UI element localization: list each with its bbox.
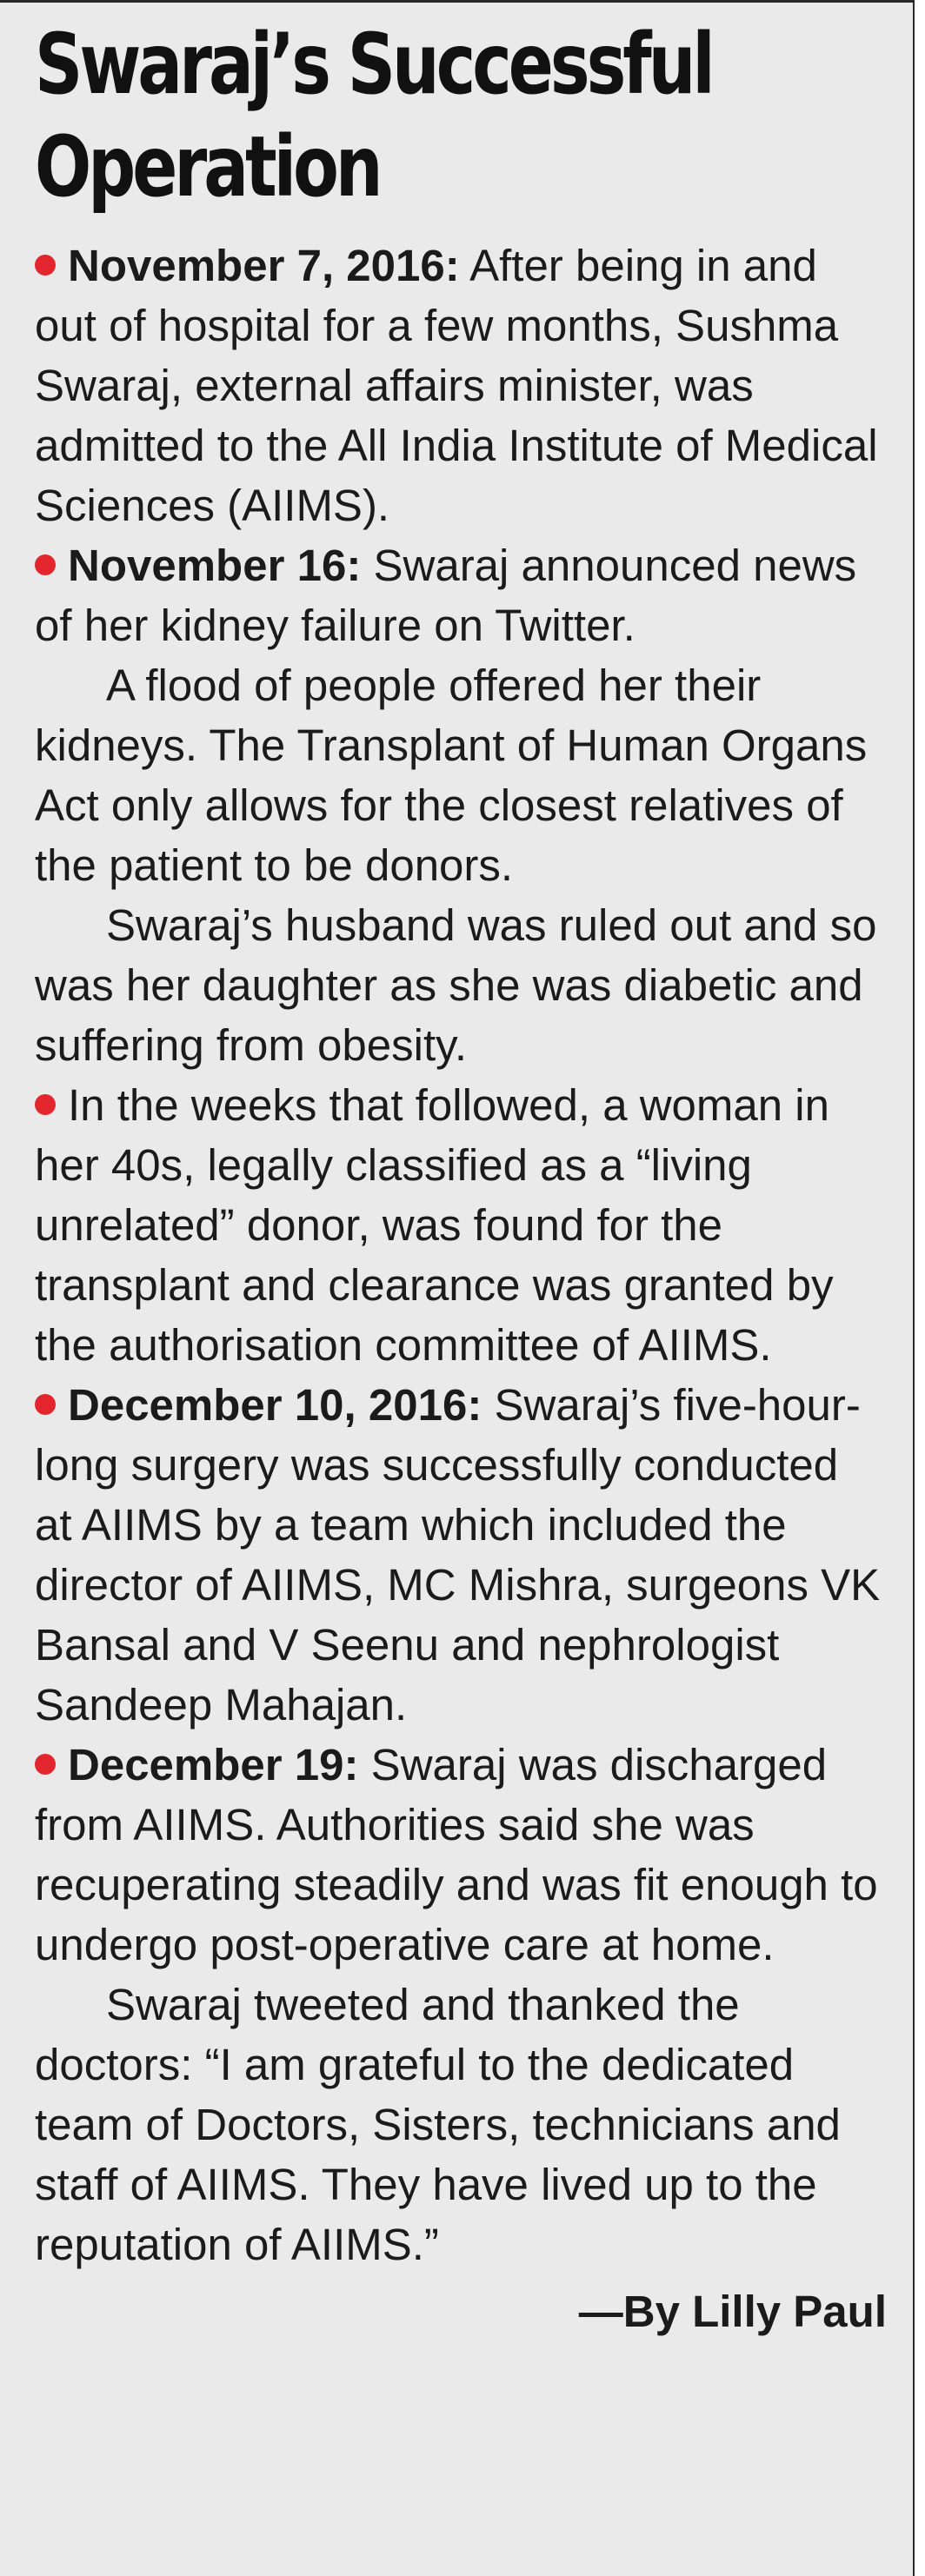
byline: —By Lilly Paul bbox=[578, 2287, 887, 2336]
red-bullet-icon bbox=[35, 1094, 56, 1115]
timeline-entry-nov-16 bbox=[35, 535, 887, 655]
headline: Swaraj’s Successful Operation bbox=[35, 16, 712, 216]
red-bullet-icon bbox=[35, 554, 56, 575]
entry-text: After being in and out of hospital for a few months, Sushma Swaraj, external affairs minister, was admitted to the All India Institute of Medical Sciences (AIIMS). bbox=[35, 241, 878, 530]
article-body bbox=[35, 236, 887, 2341]
timeline-entry-nov-7 bbox=[35, 236, 887, 535]
entry-date: November 16: bbox=[68, 541, 362, 590]
paragraph-flood-of-offers: A flood of people offered her their kidneys. The Transplant of Human Organs Act only allows for the closest relatives of the patient to be donors. bbox=[35, 661, 868, 890]
entry-date: December 10, 2016: bbox=[68, 1380, 482, 1430]
entry-text: In the weeks that followed, a woman in her 40s, legally classified as a “living unrelated” donor, was found for the transplant and clearance was granted by the authorisation committee of AIIMS. bbox=[35, 1080, 834, 1370]
entry-text: Swaraj was discharged from AIIMS. Authorities said she was recuperating steadily and was fit enough to undergo post-operative care at home. bbox=[35, 1740, 878, 1969]
entry-text: Swaraj’s five-hour-long surgery was successfully conducted at AIIMS by a team which included the director of AIIMS, MC Mishra, surgeons VK Bansal and V Seenu and nephrologist Sandeep Mahajan. bbox=[35, 1380, 881, 1730]
entry-date: November 7, 2016: bbox=[68, 241, 460, 290]
timeline-entry-donor-found bbox=[35, 1075, 887, 1375]
red-bullet-icon bbox=[35, 255, 56, 276]
red-bullet-icon bbox=[35, 1754, 56, 1775]
paragraph-tweet-quote: Swaraj tweeted and thanked the doctors: “I am grateful to the dedicated team of Doctors, Sisters, technicians and staff of AIIMS. They have lived up to the reputation of AIIMS.” bbox=[35, 1980, 841, 2269]
red-bullet-icon bbox=[35, 1394, 56, 1415]
paragraph-family-ruled-out: Swaraj’s husband was ruled out and so was her daughter as she was diabetic and suffering from obesity. bbox=[35, 900, 877, 1070]
entry-date: December 19: bbox=[68, 1740, 359, 1789]
entry-text: Swaraj announced news of her kidney failure on Twitter. bbox=[35, 541, 857, 650]
timeline-entry-dec-19 bbox=[35, 1735, 887, 1975]
timeline-entry-dec-10 bbox=[35, 1375, 887, 1735]
